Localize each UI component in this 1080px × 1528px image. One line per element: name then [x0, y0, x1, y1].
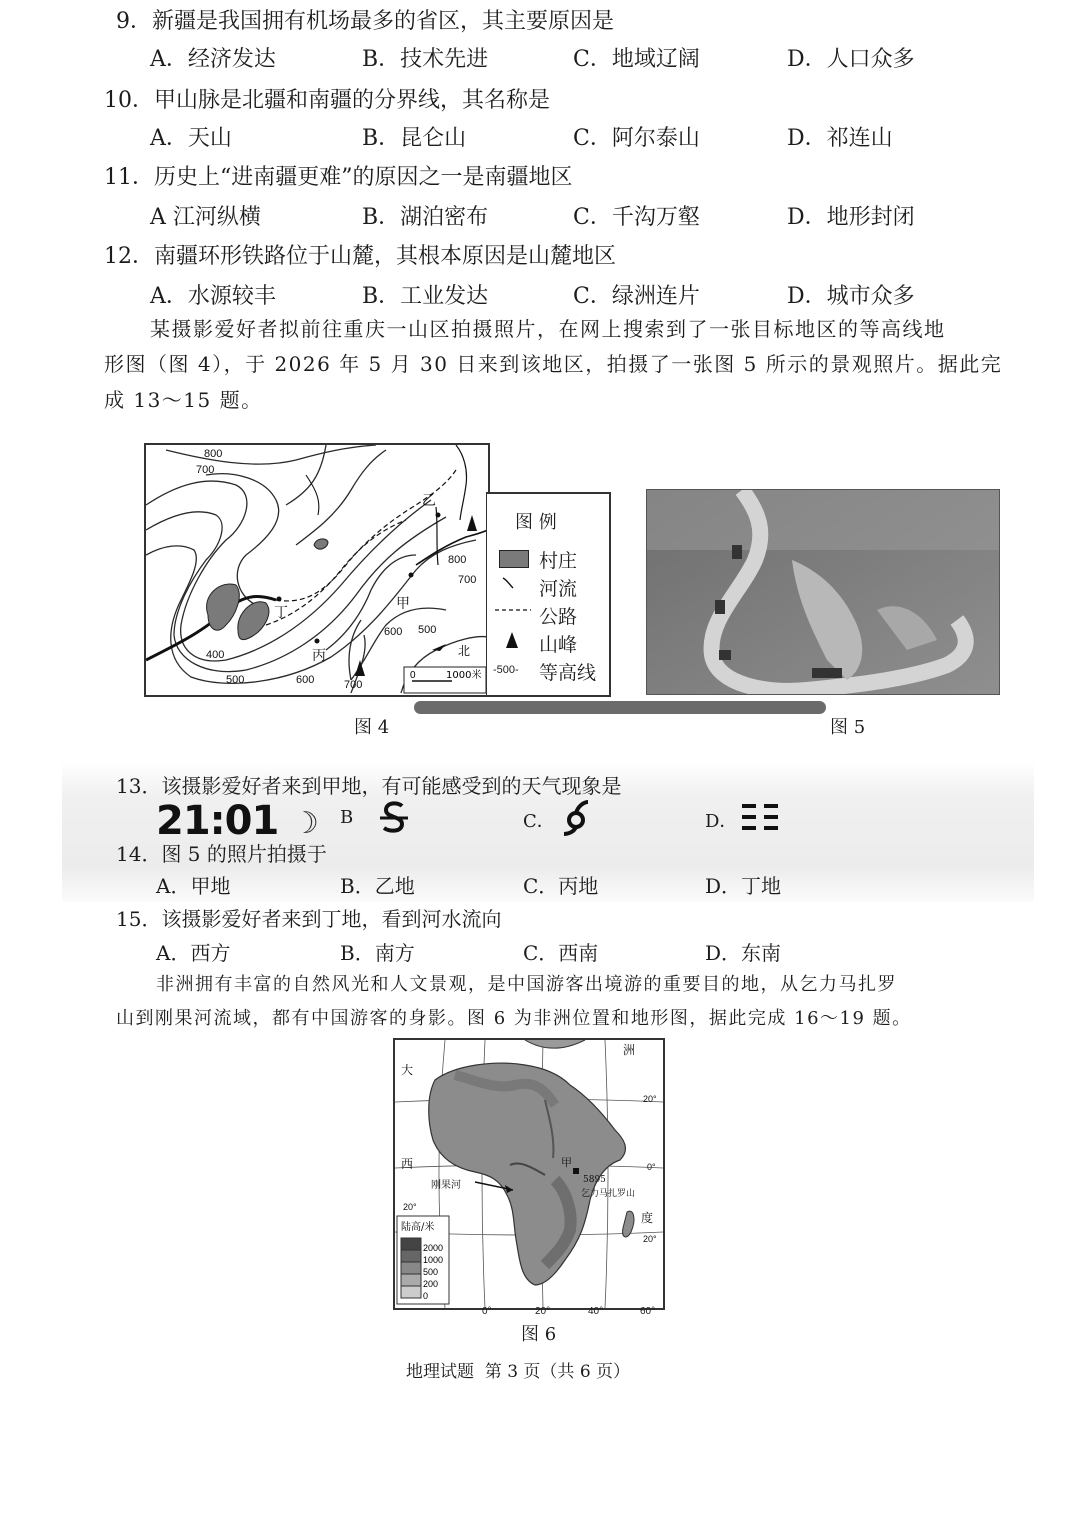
elevation-value: 0: [423, 1291, 429, 1301]
contour-label: 600: [384, 626, 403, 638]
elevation-legend: [397, 1216, 449, 1304]
question-text: 该摄影爱好者来到丁地，看到河水流向: [161, 907, 502, 931]
figure-6-africa-map: [393, 1038, 665, 1310]
lon-label: 0°: [482, 1306, 492, 1317]
point-label-ding: 丁: [274, 605, 288, 621]
north-arrow-icon: [432, 644, 446, 651]
kilimanjaro-label: 乞力马扎罗山: [581, 1189, 636, 1199]
gale-weather-icon: [378, 800, 410, 836]
contour-label: 700: [344, 679, 363, 691]
question-text: 新疆是我国拥有机场最多的省区，其主要原因是: [152, 9, 615, 34]
peak-height-label: 5895: [583, 1175, 606, 1185]
question-10: [104, 83, 550, 114]
question-text: 图 5 的照片拍摄于: [161, 842, 327, 866]
contour-label: 700: [196, 464, 215, 476]
option-a: A．天山: [150, 126, 232, 151]
option-a: A．水源较丰: [150, 284, 276, 309]
ocean-label-indian: 度: [641, 1211, 654, 1225]
river-icon: [501, 576, 521, 590]
passage-line: 某摄影爱好者拟前往重庆一山区拍摄照片，在网上搜索到了一张目标地区的等高线地: [150, 317, 946, 341]
question-text: 历史上“进南疆更难”的原因之一是南疆地区: [154, 165, 573, 190]
option-b: B．昆仑山: [362, 126, 467, 151]
figure-4-caption: 图 4: [354, 717, 390, 738]
contour-label: 500: [418, 624, 437, 636]
passage-line: 非洲拥有丰富的自然风光和人文景观，是中国游客出境游的重要目的地，从乞力马扎罗: [156, 974, 897, 995]
clock-overlay: 21:01: [156, 798, 279, 844]
passage-line: 山到刚果河流域，都有中国游客的身影。图 6 为非洲位置和地形图，据此完成 16～19 题。: [116, 1008, 912, 1029]
contour-map-drawing: [146, 445, 488, 695]
passage-line: 成 13～15 题。: [104, 388, 263, 412]
elevation-legend-title: 陆高/米: [401, 1222, 435, 1233]
figure-4-legend: [486, 492, 611, 697]
question-number: 11．: [104, 165, 154, 190]
question-text: 甲山脉是北疆和南疆的分界线，其名称是: [154, 88, 551, 113]
option-d: D．城市众多: [787, 284, 915, 309]
option-d: D．祁连山: [787, 126, 893, 151]
option-d: D．丁地: [705, 874, 782, 898]
lat-label: 20°: [643, 1234, 657, 1244]
question-13: [116, 770, 621, 799]
landscape-photo-image: [647, 490, 999, 694]
passage-line: 形图（图 4），于 2026 年 5 月 30 日来到该地区，拍摄了一张图 5 所示的景观照片。据此完: [104, 352, 1003, 376]
contour-label: 600: [296, 674, 315, 686]
option-b: B: [340, 807, 354, 828]
option-a: A 江河纵横: [150, 205, 261, 230]
option-b: B．技术先进: [362, 47, 489, 72]
question-11: [104, 160, 573, 191]
question-14: [116, 838, 327, 867]
scale-zero: 0: [410, 670, 416, 681]
point-label-jia: 甲: [561, 1156, 572, 1169]
option-c: C．阿尔泰山: [573, 126, 700, 151]
village-swatch: [499, 550, 529, 568]
fog-weather-icon: [742, 802, 782, 834]
question-number: 14．: [116, 842, 162, 866]
page-footer: 地理试题 第 3 页（共 6 页）: [406, 1362, 631, 1382]
peak-icon: [505, 632, 519, 648]
option-c: C．地域辽阔: [573, 47, 700, 72]
option-c: C．绿洲连片: [573, 284, 700, 309]
lon-label: 60°: [640, 1306, 656, 1317]
question-9: [116, 4, 614, 35]
figure-6-caption: 图 6: [521, 1324, 557, 1345]
option-b: B．湖泊密布: [362, 205, 489, 230]
legend-contour: 等高线: [539, 662, 597, 684]
contour-label: 500: [226, 674, 245, 686]
option-a: A．西方: [156, 941, 231, 965]
figure-4-contour-map: [144, 443, 490, 697]
question-text: 该摄影爱好者来到甲地，有可能感受到的天气现象是: [161, 774, 622, 798]
road-icon: [495, 606, 531, 614]
ocean-label-atlantic: 大: [401, 1063, 414, 1077]
crescent-moon-icon: ☽: [292, 806, 319, 841]
elevation-value: 200: [423, 1279, 439, 1289]
option-c: C．丙地: [523, 874, 599, 898]
lon-label: 20°: [535, 1306, 551, 1317]
contour-label: 800: [204, 448, 223, 460]
option-c: C．: [523, 811, 555, 832]
legend-village: 村庄: [539, 550, 578, 572]
video-progress-bar[interactable]: [414, 701, 826, 714]
top-right-label: 洲: [623, 1043, 636, 1057]
elevation-value: 1000: [423, 1255, 444, 1265]
option-d: D．人口众多: [787, 47, 915, 72]
option-c: C．千沟万壑: [573, 205, 700, 230]
option-d: D．: [705, 811, 738, 832]
lat-label: 20°: [643, 1094, 657, 1104]
elevation-value: 500: [423, 1267, 439, 1277]
question-number: 13．: [116, 774, 162, 798]
question-15: [116, 903, 501, 932]
point-label-jia: 甲: [396, 596, 410, 612]
option-b: B．南方: [340, 941, 415, 965]
option-a: A．经济发达: [150, 47, 276, 72]
figure-5-photo: [646, 489, 1000, 695]
legend-road: 公路: [539, 606, 578, 628]
lat-label-left: 20°: [403, 1202, 417, 1212]
point-label-bing: 丙: [312, 648, 326, 664]
question-12: [104, 239, 616, 270]
question-number: 12．: [104, 244, 154, 269]
question-number: 15．: [116, 907, 162, 931]
contour-label: 800: [448, 554, 467, 566]
contour-sample: -500-: [493, 664, 519, 676]
point-label-yi: 乙: [422, 493, 436, 509]
option-d: D．地形封闭: [787, 205, 915, 230]
north-label: 北: [458, 644, 471, 658]
figure-5-caption: 图 5: [830, 717, 866, 738]
option-b: B．工业发达: [362, 284, 489, 309]
option-a: A．甲地: [156, 874, 231, 898]
contour-label: 400: [206, 649, 225, 661]
question-number: 9．: [116, 9, 152, 34]
ocean-label-west: 西: [401, 1157, 414, 1171]
option-c: C．西南: [523, 941, 599, 965]
elevation-value: 2000: [423, 1243, 444, 1253]
option-d: D．东南: [705, 941, 782, 965]
contour-label: 700: [458, 574, 477, 586]
congo-river-label: 刚果河: [431, 1180, 461, 1191]
legend-peak: 山峰: [539, 634, 578, 656]
scale-label: 1000米: [446, 670, 482, 681]
option-b: B．乙地: [340, 874, 415, 898]
question-text: 南疆环形铁路位于山麓，其根本原因是山麓地区: [154, 244, 617, 269]
legend-river: 河流: [539, 578, 578, 600]
legend-title: 图 例: [515, 512, 557, 533]
lat-label: 0°: [647, 1162, 656, 1172]
africa-map-drawing: [395, 1040, 663, 1308]
question-number: 10．: [104, 88, 154, 113]
typhoon-weather-icon: [560, 800, 592, 836]
lon-label: 40°: [588, 1306, 604, 1317]
